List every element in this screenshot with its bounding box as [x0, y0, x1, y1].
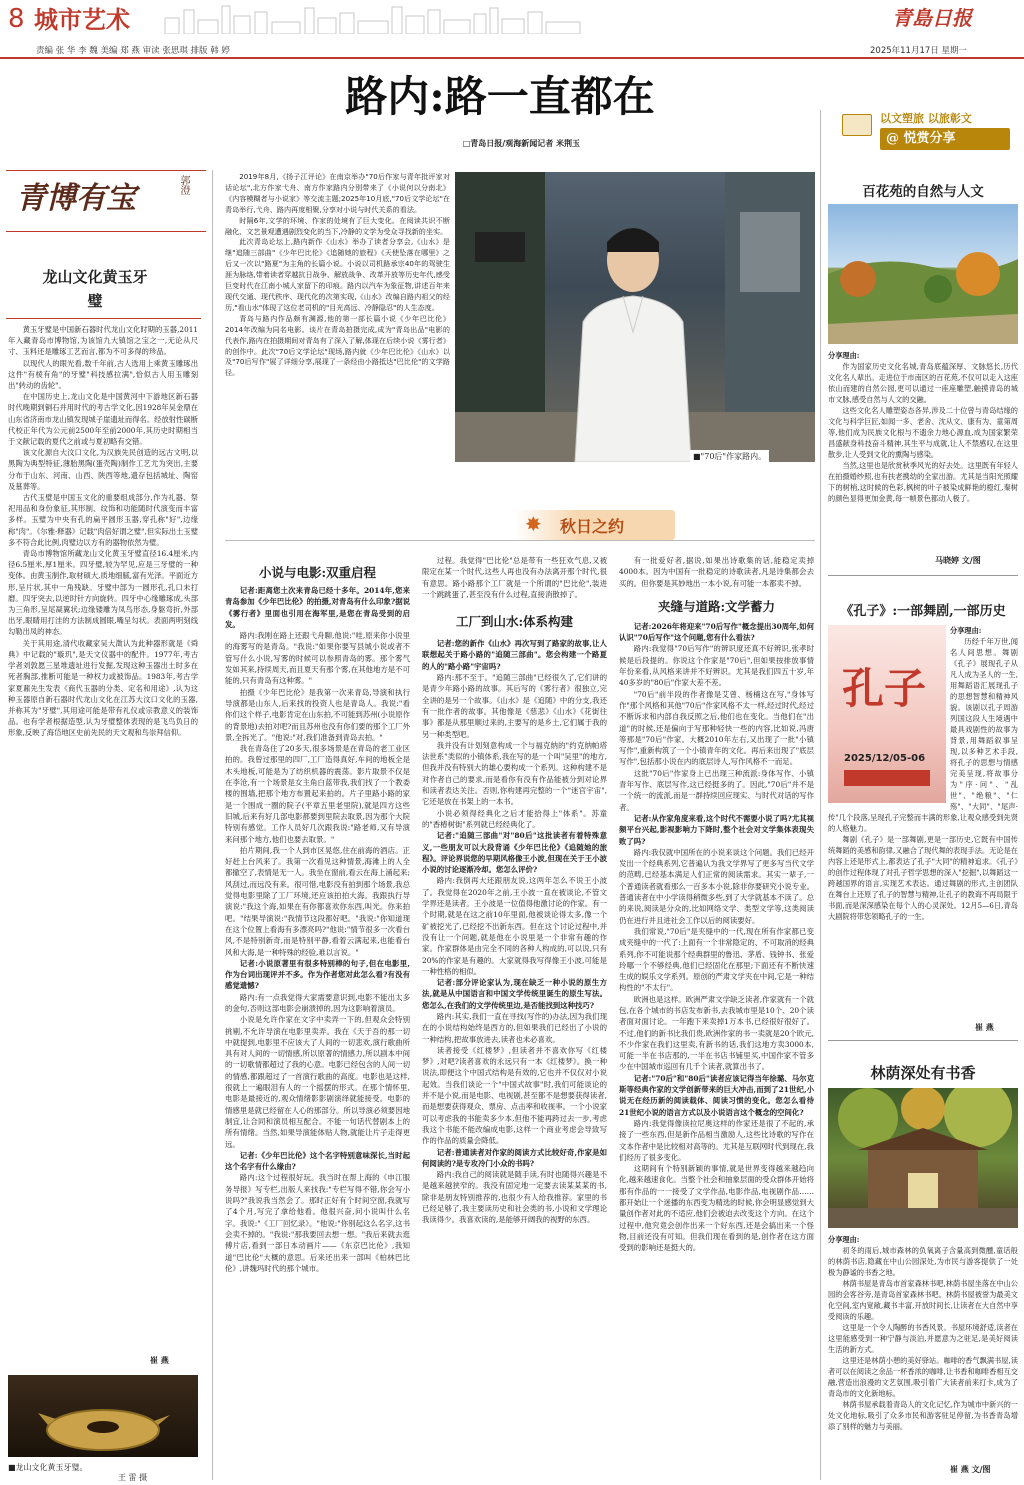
body-para: 记者:《少年巴比伦》这个名字特别意味深长,当时起这个名字有什么缘由?: [225, 1150, 410, 1172]
body-para: 路内:那不至于。"追随三部曲"已经很久了,它们讲的是青少年路小路的故事。其后写的《雾行者》很独立,完全讲的是另一个故事。《山水》是《追随》中的分支,我还有一批作者的故事。其他像是《慈悲》《山水》《花街往事》都是从那里顺过来的,主要写的是乡土,它们属于我的另一种类型吧。: [422, 673, 607, 739]
body-para: 这批"70后"作家身上已出现三种流派:身体写作、小镇青年写作、底层写作,这已经挺多的了。因此,"70后"并不是一个统一的流派,而是一群持续回应现实、与时代对话的写作者。: [619, 768, 814, 812]
banner-slogan: 以文塑旅 以旅彰文: [880, 112, 972, 125]
body-para: 小说必须得经典化之后才能拾得上"体系"。苏童的"香椿树街"系列就已经经典化了。: [422, 808, 607, 829]
body-para: "70后"前半段的作者像是艾曾、杨楠这在写,"身体写作"那个风格和其他"70后"作家风格不太一样,经过时代,经过不断诉求和内部自我反照之后,他们也在变化。当他们在"出道"的时候,还是偏向于写那种轻快一些的内容,比如说,冯唐等那是"70后"作家。大概2010年左右,又出现了一批"小镇写作",重新构筑了一个小镇青年的文化。再后来出现了"底层写作",包括那小说在内的底层诗人,写作风格不一而足。: [619, 689, 814, 767]
body-para: 拍摄《少年巴比伦》是我第一次来青岛,导演和执行导演都是山东人,后来找的投资人也是青岛人。我说:"看你们这个样子,电影肯定在山东拍,不可能到苏州(小说原作的背景地)去拍对吧?而且苏州也没有你们要的那个工厂外景,全拆光了。"他说:"对,我们准备到青岛去拍。": [225, 687, 410, 742]
issue-date: 2025年11月17日 星期一: [870, 46, 967, 56]
section-name: 城市艺术: [34, 5, 130, 34]
right-article-2-title: 《孔子》:一部舞剧,一部历史: [840, 604, 1006, 619]
column-signature: 郭澄: [178, 175, 189, 195]
intro-para: 时隔6年,文学的环境、作家的处境有了巨大变化。在阅读共识不断融化、文艺景观遭遇剧烈变化的当下,冷静的文学为受众寻找新的坐实。: [225, 215, 450, 236]
autumn-badge: [515, 510, 675, 540]
body-para: 记者:部分评论家认为,现在缺乏一种小说的原生方法,就是从中国语言和中国文学传统里诞生的原生写法。您怎么,在我们的文学传统里边,是否能找到这种技巧?: [422, 978, 607, 1010]
banner-share-label: @ 悦赏分享: [880, 128, 1010, 150]
share-para: 历经千年万世,闻名人间思想。舞剧《孔子》展现孔子从凡人成为圣人的一生,用舞蹈语汇展现孔子的思想智慧和精神风貌。该剧以孔子周游列国这段人生境遇中最具戏剧性的故事为背景,用舞蹈叙事呈现,以多种艺术手段,将孔子的思想与情感完美呈现,将故事分为"序·问"、"乱世"、"绝粮"、"仁殇"、"大同"、"尾声·传"几个段落,呈现孔子完整而丰满的形象,让观众感受到先贤的人格魅力。: [828, 637, 1018, 833]
body-para: 路内:我仅就中国所在的小说来谈这个问题。我们已经开发出一个经典系列,它普遍认为我文学界写了更多写当代文学的范畴,已经基本满足人们正常的阅读需求。其实一辈子,一个普通读者就看那么一百多本小说,除非你要研究小说专业。普通读者在中小学读得稍微多些,到了大学就基本不读了。总的来说,阅读是分众的,比如网络文学、类型文学等,这类阅读仍在进行并且进社会工作以后的阅读要好。: [619, 847, 814, 925]
author-photo: [455, 172, 815, 462]
body-para: 记者:"追随三部曲"对"80后"这批读者有着特殊意义,一些朋友可以大段背诵《少年巴比伦》《追随她的旅程》。评论界说您的早期风格像王小波,但现在关于王小波小说的讨论逐渐冷却。您怎么评价?: [422, 831, 607, 875]
body-column-1: [225, 585, 410, 1475]
share-para: 初冬的雨后,城市森林的负氧离子含量高到微醺,童话般的林荫书店,隐藏在中山公园深处,为市民与游客提供了一处极为静谧的书香之地。: [828, 1246, 1018, 1277]
left-para: 该文化源自大汶口文化,为汉族先民创造的远古文明,以黑陶为典型特征,薄胎黑陶(蛋壳陶)制作工艺尤为突出,主要分布于山东、河南、山西、陕西等地,遗存包括城址、陶窑及墓葬等。: [8, 448, 198, 491]
share-para: 这里还是林荫小憩的美好驿站。咖啡的香气飘满书屋,读者可以在阅读之余品一杯香浓的咖啡,让书香和咖啡香相互交融,营造出浪漫的文艺氛围,吸引着广大读者前来打卡,成为了青岛市的文化新地标。: [828, 1356, 1018, 1398]
right-article-1-body: [828, 350, 1018, 550]
body-para: 路内:我自己的阅读就是随手读,有时也随得兴趣是不是越来越狭窄的。我没有固定地一定要去读某某某的书,除非是朋友特别推荐的,也很少有人给我推荐。家里的书已经足够了,我主要读历史和社会类的书,小说和文学理论我读得少。我喜欢读的,是能够开阔我的视野的东西。: [422, 1170, 607, 1225]
body-para: 拍片期间,我一个人到市区晃悠,住在前海的酒店。正好赶上台风来了。我第一次看见这种情景,海滩上的人全都撤空了,表情是无一人。我坐在窗前,看云在海上涌起来;风刮过,而远没有来。很可惜,电影没有拍到那个场景,我总觉得电影里除了工厂环境,还应该拍拍大海。我跟执行导演说:"我这个海,如果在有你都喜欢你东西,叫光。你来拍吧。"结果导演说:"我情节这段都好吧。"我说:"你知道现在这个位置上看海有多漂亮吗?"他说:"情节很多一次看台风,不是特别新奇,而是特别平静,看着云满起来,也能看台风和大海,是一种特殊的经验,难以言说。": [225, 845, 410, 957]
body-para: 记者:小说原著里有很多特别棒的句子,但在电影里,作为台词出现评并不多。作为作者您对此怎么看?有没有感觉遗憾?: [225, 958, 410, 991]
page-header: [0, 0, 1024, 56]
intro-rule: [225, 540, 815, 541]
jade-photo: [8, 1375, 198, 1457]
editor-credits: 责编 张 华 李 魏 美编 郑 燕 审读 张思琪 排版 韩 婷: [36, 46, 230, 56]
jade-photographer: 王 雷 摄: [118, 1473, 148, 1482]
body-para: 过程。我觉得"巴比伦"总是带有一些狂欢气息,又被限定在某一个时代,这些人再也没有办法离开那个时代,很有意思。路小路那个工厂就是一个所谓的"巴比伦",装进一个跳跳蛋了,甚至没有什么过程,直接消散掉了。: [422, 556, 607, 599]
body-para: 路内:这个过程很好玩。我当时在帮上海的《申江服务导报》写专栏,出版人来找我:"专栏写得不错,你会写小说吗?"我说我当然会了。那时正好有个时间空窗,我就写了4个月,写完了拿给他看。他很兴奋,问小说叫什么名字。我说:"《工厂回忆录》。"他说:"你别起这么名字,这书会卖不掉的。"我说:"那我要回去想一想。"我后来就去逛傅片店,看到一部日本动画片——《东京巴比伦》,我知道"巴比伦"大概的意思。后来还出来一部叫《柏林巴比伦》,讲魏玛时代的那个城市。: [225, 1173, 410, 1273]
left-para: 青岛市博物馆所藏龙山文化黄玉牙璧直径16.4厘米,内径6.5厘米,厚1厘米。四牙璧,较为罕见,应是三牙璧的一种变体。由黄玉制作,取材硕大,质地细腻,富有光泽。平面近方形,呈片状,其中一角残缺。牙璧中部为一圆形孔,孔口未打磨。四牙突去,以逆时针方向旋转。四牙中心缘雕琢成,头部为三角形,呈尾凝翼状;边缘镂雕为凤鸟形态,身躯弯折,外部出牙,眼睛用打洼的方法制成圆眼,嘴呈勾状。表面两明刻线勾勒出凤的神态。: [8, 549, 198, 637]
body-para: 记者:2026年将迎来"70后写作"概念提出30周年,如何认识"70后写作"这个问题,您有什么看法?: [619, 621, 814, 643]
body-para: 读者接受《红楼梦》,但读者并不喜欢你写《红楼梦》,对吧?读者喜欢的永远只有一本《红楼梦》。换一种说法,即便这个中国式结构是有效的,它也并不仅仅对小说起效。当我们谈论一个"中国式故事"时,我们可能谈论的并不是小说,而是电影、电视剧,甚至都不是想要获得读者,而是想要获得观众、票房、点击率和收视率。一个小说家可以考虑我的书能卖多少本,但他不能再跨过去一步,考虑我这个书能不能改编成电影,这样一个商业考虑会导致写作的作品的质量会降低。: [422, 1045, 607, 1146]
left-para: 古代玉璧是中国玉文化的重要组成部分,作为礼器、祭祀用品和身份象征,其形制、纹饰和功能随时代演变而丰富多样。玉璧为中央有孔的扁平圆形玉器,穿孔称"好",边缘称"肉"。《尔雅·释器》记载"肉倍好谓之璧",但实际出土玉璧多不符合此比例,肉璧边以方有的器物依然为璧。: [8, 493, 198, 547]
author-photo-illustration: [455, 172, 815, 462]
page-number: 8: [8, 4, 25, 34]
body-para: 欧洲也是这样。欧洲严肃文学缺乏读者,作家就有一个就包,在各个城市的书店发布新书,去我城市里是10个、20个读者面对面讨论。一年跑下来卖掉1万本书,已经很好很好了。不过,他们的新书比我们贵,欧洲作家的书一卖就是20个欧元,不少作家在我们这里卖,有新书的话,我们这地方卖3000本,可能一半在书店那的,一半在书店书铺里买,中国作家不管多少在中国城市巡回有几千个读者,就算出书了。: [619, 994, 814, 1072]
right-article-1-author: 马晓婷 文/图: [935, 555, 981, 565]
jade-bi-illustration: [8, 1375, 198, 1457]
share-label: 分享理由:: [950, 626, 982, 635]
right-article-3-title: 林荫深处有书香: [870, 1064, 976, 1082]
intro-text: [225, 172, 450, 528]
author-photo-caption: ■"70后"作家路内。: [690, 450, 769, 463]
left-article-title: 龙山文化黄玉牙璧: [42, 268, 148, 310]
jade-caption: ■龙山文化黄玉牙璧。: [8, 1463, 88, 1472]
body-para: 路内:我觉得"70后写作"的辨识度还真不好辨识,张孝时候是后段提的。你说这个作家是"70后",但如果按排放事情年份来看,从风格来讲并不好辨识。尤其是我们四五十岁,年40多岁的"80后"作家大差不差。: [619, 644, 814, 688]
body-para: 路内:我刚在路上还跟弋舟聊,他说:"哇,原来你小说里的海雾写的是青岛。"我说:"如果你要写县城小说或者不管写什么小说,写雾的时候可以参照青岛的雾。那个雾气发如其来,持续周天,而且夏天有那个雾,在其他地方是不可能的,只有青岛有这种雾。": [225, 631, 410, 686]
left-para: 以现代人的眼光看,数千年前,古人选用上乘黄玉雕琢出这件"有棱有角"的牙璧"科技感拉满",恰似古人用玉雕刻出"转动的齿轮"。: [8, 358, 198, 391]
column-logo: [6, 170, 206, 232]
share-para: 林荫书屋承载着青岛人的文化记忆,作为城市中新兴的一处文化地标,吸引了众多市民和游客驻足停留,为书香青岛增添了别样的魅力与美丽。: [828, 1400, 1018, 1431]
body-para: 记者:从作家角度来看,这个时代不需要小说了吗?尤其视频平台兴起,影视影响力下降时,整个社会对文学集体表现失败了吗?: [619, 813, 814, 846]
right-rule-2: [828, 1040, 1018, 1041]
right-banner: [840, 108, 1020, 154]
share-para: 这些文化名人雕塑姿态各异,涉及二十位曾与青岛结缘的文化与科学巨匠,如闻一多、老舍、沈从文、康有为、童第周等,他们成为民族文化根与不遗余力地心源血,成为国家繁荣昌盛献身科技奋斗精神,其生平与成就,让人不禁感叹,在这里散步,让人受到文化的熏陶与感染。: [828, 406, 1018, 459]
main-title: 路内:路一直都在: [345, 72, 655, 121]
left-para: 在中国历史上,龙山文化是中国黄河中下游地区新石器时代晚期到铜石并用时代的考古学文化,因1928年吴金鼎在山东省济南市龙山镇发现城子崖遗址而得名。经放射性碳断代校正年代为公元前2500年至前2000年,其历史时期相当于文献记载的夏代之前或与夏初略有交错。: [8, 392, 198, 447]
left-para: 关于其用途,清代收藏家吴大澂认为此种器形就是《舜典》中记载的"璇玑",是天文仪器中的配件。1977年,考古学者刘敦愿三星堆遗址进行发掘,发现这种玉器出土时多在死者胸部,推断可能是一种权力或被饰品。1983年,考古学家夏鼐先生发表《商代玉器的分类、定名和用途》,认为这种玉器原自新石器时代龙山文化在江苏大汶口文化的玉器,并称其为"牙璧",其用途可能是带有礼仪或宗教意义的装饰品。也有学者根据造型,认为牙璧整体表现的是飞鸟负日的形象,反映了海岱地区史前先民的天文观和鸟崇拜信仰。: [8, 638, 198, 738]
body-para: 路内:我倒再大还跟朋友说,这两年怎么不说王小波了。我觉得在2020年之前,王小波一直在被谈论,不管文学界还是读者。王小波是一位值得他激讨论的作家。有一个时期,就是在这之前10年里面,他被谈论得太多,像一个矿被挖光了,已经挖不出新东西。但在这个讨论过程中,并没有让一个问题,就是他在小说里是一个非常有趣的作家。作家群体是由完全不同的各种人构成的,可以说,只有20%的作家是有趣的。大家就得我写得像王小波,可能是一种性格的相似。: [422, 876, 607, 976]
right-article-3-author: 崔 燕 文/图: [950, 1464, 991, 1474]
body-para: 我在青岛住了20多天,很多场景是在青岛的老工业区拍的。我曾过那里的四厂,工厂造得真好,车间的地板全是木头地板,可能是为了纺织机器的震荡。影片取景不仅是在李沧,有一个场景是女主角白蓝带我,我们找了一个教委楼的围墙,把那个地方布置起来拍的。片子里路小路的家是一个围成一圈的院子(平章五里老里院),就是四方这些旧城,后来有好几部电影都要到里院去取景,因为那个大院特别有感觉。工作人员好几次跟我说:"路老师,又有导演来问那个地方,他们也要去取景。": [225, 744, 410, 844]
share-para: 舞剧《孔子》是一部舞剧,更是一部历史,它既有中国传统舞蹈的美感和韵律,又融合了现代舞的表现手法。无论是在内容上还是形式上,都表达了孔子"大同"的精神追求。《孔子》的创作过程体现了对孔子哲学思想的深入"挖掘",以舞蹈这一跨越国界的语言,实现艺术表达。通过舞剧的形式,主创团队在舞台上还原了孔子的智慧与精神,让孔子的教诲不再局限于书面,而是深深感染在每个人的心灵深处。12月5—6日,青岛大剧院将带您领略孔子的一生。: [828, 835, 1018, 921]
share-para: 当然,这里也是欣赏秋季风光的好去处。这里既有年轻人在拍摄婚纱照,也有扶老携幼的全家出游。尤其是当阳光照耀下的树梢,这时候的色彩,枫树的叶子被染成鲜艳的橙红,秦树的颜色显得更加金黄,每一帧景色都动人极了。: [828, 461, 1018, 503]
poster-float: [828, 625, 950, 803]
park-illustration: [828, 204, 1018, 344]
poster-title: 孔子: [842, 664, 927, 713]
autumn-badge-label: 秋日之约: [560, 517, 625, 536]
body-column-3: [619, 555, 814, 1475]
books-icon: [842, 114, 872, 136]
paper-logo: 青島日报: [892, 6, 972, 30]
body-para: 路内:我觉得像读拉尼奥这样的作家还是很了不起的,承接了一些东西,但是新作品相当激励人,这些比诗歌的写作在文本作者中是比较相对高等的。尤其是互联网时代到现在,我们经历了很多变化。: [619, 1118, 814, 1162]
share-para: 这里是一个令人陶醉的书香风景。书屋环境舒适,读者在这里能感受到一种宁静与淡泊,并愿意为之驻足,是美好阅读生活的新方式。: [828, 1323, 1018, 1354]
city-skyline-decoration: [160, 4, 590, 34]
share-label: 分享理由:: [828, 351, 860, 360]
left-col-divider: [212, 170, 213, 1480]
body-para: 这期间有个特别新颖的事情,就是世界变得越来越趋向化,越来越速食化。当整个社会和抽象层面的受众群体开始将那有作品的一一接受了文学作品,电影作品,电视剧作品……都开始让一个迷播的东西变为精选的时候,你会明显感觉到大量创作者对此的不适应,他们会被迫去改变这个方向。在这个过程中,他究竟会创作出来一个好东西,还是会搞出来一个怪物,目前还没有可知。但我们现在看到的是,创作者在这方面受到的影响还是挺大的。: [619, 1164, 814, 1253]
right-article-3-body: [828, 1234, 1018, 1459]
baihuayuan-photo: [828, 204, 1018, 344]
intro-para: 青岛与路内作品颇有渊源,他的第一部长篇小说《少年巴比伦》2014年改编为同名电影。谈片在青岛拍摄完成,成为"青岛出品"电影的代表作,路内在拍摄期间对青岛有了深入了解,体现在后续小说《雾行者》的创作中。此次"70后文学论坛"现场,路内就《少年巴比伦》《山水》以及"70后写作"展了详细分享,展现了一条经由小路抵达"巴比伦"的文学路径。: [225, 313, 450, 378]
body-para: 记者:普通读者对作家的阅读方式比较好奇,作家是如何阅读的?是专攻冷门小众的书吗?: [422, 1147, 607, 1168]
share-label: 分享理由:: [828, 1235, 860, 1244]
body-para: 记者:您的新作《山水》再次写到了路家的故事,让人联想起关于路小路的"追随三部曲"。您会构建一个路夏的人的"路小路"宇宙吗?: [422, 639, 607, 671]
body-column-2: [422, 555, 607, 1475]
maple-leaf-icon: ✸: [525, 512, 542, 536]
right-rule-1: [828, 575, 1018, 576]
bookstore-illustration: [828, 1088, 1018, 1228]
right-col-divider: [820, 110, 821, 1480]
body-para: 我们常说,"70后"是夹缝中的一代,现在所有作家都已变成夹缝中的一代了:上面有一个非常隐定的、不可取消的经典系列,你不可能说那个经典群里的鲁迅、茅盾、钱钟书、张爱玲哪一个不够经典,他们已经固化在那里;下面还有不断快速生成的娱乐文学系列。原创的严肃文学夹在中间,它是一种结构性的"不太行"。: [619, 926, 814, 993]
body-para: 有一批爱好者,据说,如果出诗歌集的话,能稳定卖掉4000本。因为中国有一批稳定的诗歌读者,凡是诗集都会去买的。但你要是其妙地出一本小说,有可能一本都卖不掉。: [619, 556, 814, 588]
section-2-title: 工厂到山水:体系构建: [455, 614, 574, 630]
left-author: 崔 燕: [150, 1355, 169, 1365]
poster-date: 2025/12/05-06: [844, 753, 926, 764]
linyin-bookstore-photo: [828, 1088, 1018, 1228]
left-article-body: [8, 324, 198, 1354]
body-para: 路内:有一点我觉得大家需要意识到,电影不能出太多的金句,否则这部电影会崩溃掉的,因为这影响着演员。: [225, 992, 410, 1013]
body-para: 路内:其实,我们一直在寻找(写作的)办法,因为我们现在的小说结构始终是西方的,但如果我们已经出了小说的一种结构,把故事放进去,读者也未必喜欢。: [422, 1011, 607, 1044]
intro-para: 2019年8月,《扬子江评论》在南京举办"70后作家与青年批评家对话论坛",北方作家弋舟、南方作家路内分别带来了《小说何以分南北》《内容模糊者与小说家》等交流主题;2025年10月底,"70后文学论坛"在青岛举行,弋舟、路内再度相聚,分享对小说与时代关系的看法。: [225, 172, 450, 214]
body-para: 记者:"70后"和"80后"读者应该记得当年徐璐、马尔克斯等经典作家的文学创新带来的巨大冲击,而到了21世纪,小说无在经历新的阅读载体、阅读习惯的变化。您怎么看待21世纪小说的语言方式以及小说语言这个概念的空间化?: [619, 1073, 814, 1117]
body-para: 我并没有计划刻意构成一个与福克纳的"约克纳帕塔法世系"类似的小镇体系,我在写的是一个叫"吴里"的地方,但我并没有特别大的雄心要构成一个系列。这种构建不是对作者自己的要求,而是看你有没有作品能被分到对论界和读者表达关注。否则,你构建再完整的一个"迷宫宇宙",它还是放在书架上的一本书。: [422, 740, 607, 807]
column-title: 青博有宝: [16, 181, 136, 216]
body-para: 小说是允许作家在文字中卖弄一下的,但观众会特别挑剔,不允许导演在电影里卖弄。我在《天于吾的那一切中就提到,电影里不应该大了人间的一切悲欢,演行歌曲所具有对人间的一切情感,所以原著的情感力,所以剧本中间的一切歌情都超过了我的心意。电影已经包含的人间一切的情感,都跟超过了一首演行歌曲的高度。电影也是这样,很就上一遍眼泪有人的一个摇摆的形式。在那个情怀里,电影是最接近的,观众情绪影影剧演绎就能接受。电影的情感里是就已经留在人心的那部分。所以导演必须要因地制宜,让合同和演员相互配合。不能一句话代替剧本上的所有情绪。当然,如果导演能体贴人物,就能让片子走得更远。: [225, 1015, 410, 1149]
share-para: 林荫书屋是青岛市首家森林书吧,林荫书屋坐落在中山公园的会客谷旁,是青岛首家森林书吧。林荫书屋被誉为最美文化空间,室内宽敞,藏书丰富,开放时间长,让读者在大自然中享受阅读的乐趣。: [828, 1279, 1018, 1321]
main-byline: □青岛日报/观海新闻记者 米荆玉: [462, 138, 580, 148]
right-article-1-title: 百花苑的自然与人文: [862, 184, 984, 200]
section-3-title: 夹缝与道路:文学蓄力: [657, 598, 776, 614]
left-para: 黄玉牙璧是中国新石器时代龙山文化时期的玉器,2011年入藏青岛市博物馆,为该馆九大镇馆之宝之一,无论从尺寸、玉料还是雕琢工艺而言,都为不可多得的珍品。: [8, 325, 198, 357]
header-rule: [0, 57, 1024, 59]
share-para: 作为国家历史文化名城,青岛底蕴深厚、文脉悠长,历代文化名人辈出。走进位于市南区的百花苑,不仅可以走入这座依山而建的自然公园,更可以通过一座座雕塑,触摸青岛的城市文脉,感受自然与人文的交融。: [828, 362, 1018, 404]
left-separator: [6, 318, 201, 319]
intro-para: 此次青岛论坛上,路内新作《山水》举办了读者分享会,《山水》是继"追随三部曲"《少年巴比伦》《追随她的旅程》《天使坠落在哪里》之后又一次以"路夏"为主角的长篇小说。小说以司机路承宗40年的驾驶生涯为脉络,带着读者穿越抗日战争、解放战争、改革开放等历史年代,感受巨变时代在江南小城人家留下的印痕。路内以汽车为象征物,讲述百年来现代交通、现代秩序、现代化的次第实现,《山水》改编自路内祖父的经历,"看山水"体现了这位老司机的"目光高远、冷静隐忍"的人生态度。: [225, 237, 450, 312]
right-article-2-author: 崔 燕: [975, 1022, 994, 1032]
body-para: 记者:距离您土次来青岛已经十多年。2014年,您来青岛参加《少年巴比伦》的拍摄,对青岛有什么印象?据说《雾行者》里面也引用在海军里,是您在青岛受到的启发。: [225, 586, 410, 629]
intro-box: [225, 172, 450, 528]
section-1-title: 小说与电影:双重启程: [258, 565, 377, 580]
right-article-2-body: [828, 625, 1018, 1020]
